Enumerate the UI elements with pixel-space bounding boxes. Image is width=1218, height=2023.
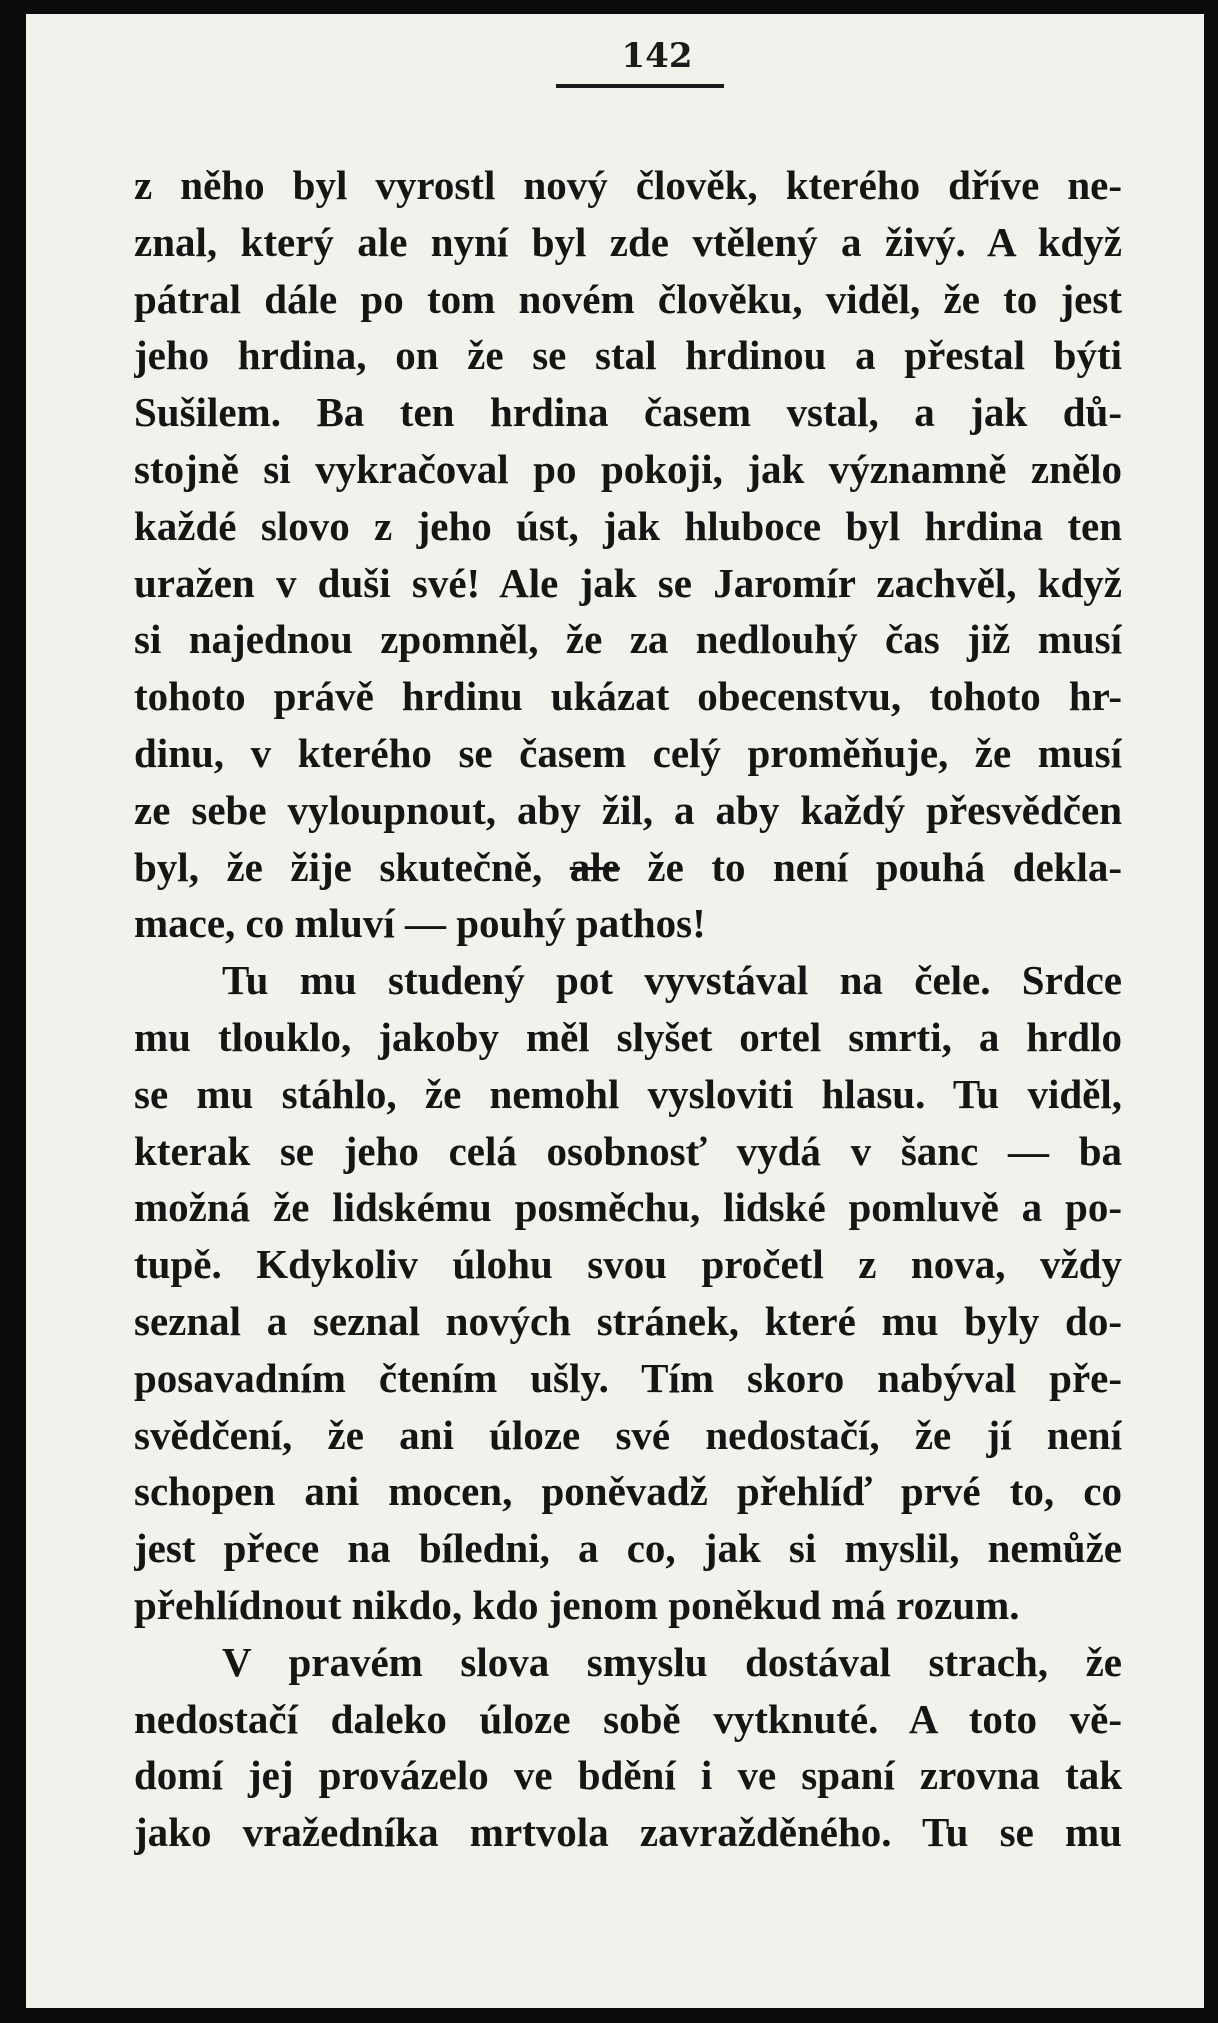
text-line: domí jej provázelo ve bdění i ve spaní zrovna tak (134, 1752, 1122, 1799)
text-segment: že to není pouhá dekla- (619, 843, 1122, 890)
paragraph (134, 952, 1122, 1634)
paragraph (134, 1634, 1122, 1861)
text-line: uražen v duši své! Ale jak se Jaromír zachvěl, když (134, 559, 1122, 606)
text-line: dinu, v kterého se časem celý proměňuje, že musí (134, 729, 1122, 776)
text-line: stojně si vykračoval po pokoji, jak významně znělo (134, 445, 1122, 492)
text-line: kterak se jeho celá osobnosť vydá v šanc — ba (134, 1127, 1122, 1174)
text-line: posavadním čtením ušly. Tím skoro nabýval pře- (134, 1354, 1122, 1401)
text-line: jeho hrdina, on že se stal hrdinou a přestal býti (134, 332, 1122, 379)
text-line: tohoto právě hrdinu ukázat obecenstvu, tohoto hr- (134, 673, 1122, 720)
text-line: svědčení, že ani úloze své nedostačí, že jí není (134, 1411, 1122, 1458)
text-line: možná že lidskému posměchu, lidské pomluvě a po- (134, 1184, 1122, 1231)
text-line-with-strikethrough (134, 839, 1122, 896)
text-line: z něho byl vyrostl nový člověk, kterého dříve ne- (134, 162, 1122, 208)
text-line: pátral dále po tom novém člověku, viděl, že to jest (134, 275, 1122, 322)
text-line: Sušilem. Ba ten hrdina časem vstal, a jak dů- (134, 389, 1122, 436)
page-number: 142 (621, 36, 693, 76)
page-number-rule (556, 84, 724, 88)
struck-word: ale (569, 843, 620, 890)
text-line: si najednou zpomněl, že za nedlouhý čas již musí (134, 616, 1122, 663)
text-line: schopen ani mocen, poněvadž přehlíď prvé to, co (134, 1468, 1122, 1515)
text-line: ze sebe vyloupnout, aby žil, a aby každý přesvědčen (134, 786, 1122, 833)
text-line: znal, který ale nyní byl zde vtělený a živý. A když (134, 218, 1122, 265)
text-line: přehlídnout nikdo, kdo jenom poněkud má rozum. (134, 1581, 1020, 1628)
text-line: V pravém slova smyslu dostával strach, že (222, 1638, 1122, 1685)
text-segment: byl, že žije skutečně, (134, 843, 570, 890)
text-line: se mu stáhlo, že nemohl vysloviti hlasu. Tu viděl, (134, 1070, 1122, 1117)
body-text (134, 157, 1122, 1861)
text-line: jako vražedníka mrtvola zavražděného. Tu se mu (134, 1809, 1122, 1856)
text-line: mu tlouklo, jakoby měl slyšet ortel smrti, a hrdlo (134, 1013, 1122, 1060)
paragraph (134, 157, 1122, 952)
text-line: Tu mu studený pot vyvstával na čele. Srdce (222, 957, 1122, 1004)
book-page (26, 14, 1204, 2008)
text-line: seznal a seznal nových stránek, které mu byly do- (134, 1297, 1122, 1344)
text-line: mace, co mluví — pouhý pathos! (134, 900, 706, 947)
text-line: nedostačí daleko úloze sobě vytknuté. A toto vě- (134, 1695, 1122, 1742)
text-line: jest přece na bíledni, a co, jak si myslil, nemůže (134, 1525, 1122, 1572)
text-line: každé slovo z jeho úst, jak hluboce byl hrdina ten (134, 502, 1122, 549)
text-line: tupě. Kdykoliv úlohu svou pročetl z nova, vždy (134, 1241, 1122, 1288)
